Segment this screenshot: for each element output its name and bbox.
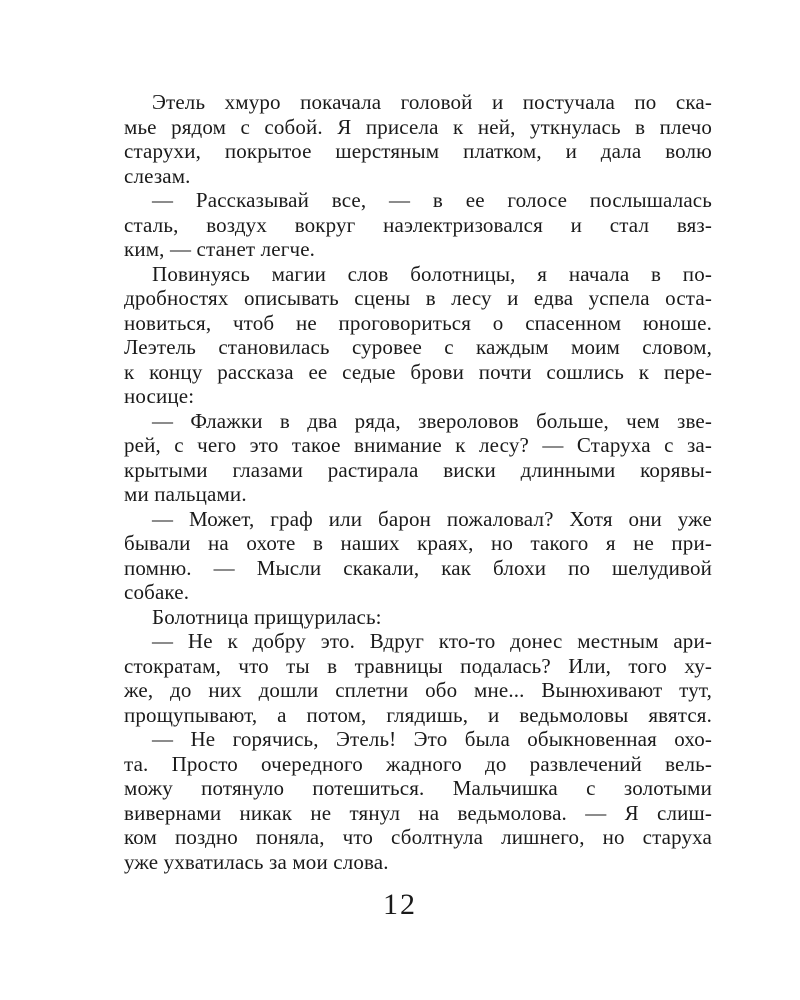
text-line: ком поздно поняла, что сболтнула лишнего, но старуха [124, 825, 712, 849]
text-line: ми пальцами. [124, 482, 247, 506]
paragraph [124, 727, 712, 874]
page-body [124, 90, 712, 874]
text-line: к концу рассказа ее седые брови почти сошлись к пере- [124, 359, 712, 384]
paragraph [124, 262, 712, 409]
text-line: мье рядом с собой. Я присела к ней, уткнулась в плечо [124, 114, 712, 139]
text-line: уже ухватилась за мои слова. [124, 849, 389, 874]
text-line: дробностях описывать сцены в лесу и едва успела оста- [124, 286, 712, 310]
paragraph [124, 605, 712, 630]
text-line: та. Просто очередного жадного до развлечений вель- [124, 751, 712, 776]
text-line: стократам, что ты в травницы подалась? Или, того ху- [124, 653, 712, 678]
text-line: — Рассказывай все, — в ее голосе послышалась [152, 188, 712, 212]
paragraph [124, 629, 712, 727]
paragraph [124, 507, 712, 605]
text-line: новиться, чтоб не проговориться о спасенном юноше. [124, 310, 712, 335]
text-line: можу потянуло потешиться. Мальчишка с золотыми [124, 776, 712, 800]
text-line: Болотница прищурилась: [152, 604, 382, 629]
text-line: сталь, воздух вокруг наэлектризовался и стал вяз- [124, 212, 712, 237]
text-line: Этель хмуро покачала головой и постучала по ска- [152, 90, 712, 114]
text-line: — Может, граф или барон пожаловал? Хотя они уже [152, 506, 712, 531]
text-line: — Не к добру это. Вдруг кто-то донес местным ари- [152, 629, 712, 653]
text-line: Повинуясь магии слов болотницы, я начала в по- [152, 261, 712, 286]
text-line: бывали на охоте в наших краях, но такого я не при- [124, 531, 712, 555]
text-line: носице: [124, 384, 195, 408]
page-number: 12 [383, 888, 417, 921]
paragraph [124, 188, 712, 262]
text-line: же, до них дошли сплетни обо мне... Вынюхивают тут, [124, 678, 712, 702]
text-line: прощупывают, а потом, глядишь, и ведьмоловы явятся. [124, 702, 712, 727]
text-line: собаке. [124, 580, 190, 604]
text-line: помню. — Мысли скакали, как блохи по шелудивой [124, 555, 712, 580]
text-line: — Флажки в два ряда, звероловов больше, чем зве- [152, 408, 712, 433]
text-line: старухи, покрытое шерстяным платком, и дала волю [124, 139, 712, 163]
text-line: Леэтель становилась суровее с каждым моим словом, [124, 335, 712, 359]
text-line: рей, с чего это такое внимание к лесу? — Старуха с за- [124, 433, 712, 457]
text-line: — Не горячись, Этель! Это была обыкновенная охо- [152, 727, 712, 751]
paragraph [124, 90, 712, 188]
text-line: слезам. [124, 163, 191, 188]
paragraph [124, 409, 712, 507]
text-line: вивернами никак не тянул на ведьмолова. — Я слиш- [124, 800, 712, 825]
text-line: ким, — станет легче. [124, 237, 316, 261]
text-line: крытыми глазами растирала виски длинными корявы- [124, 457, 712, 482]
